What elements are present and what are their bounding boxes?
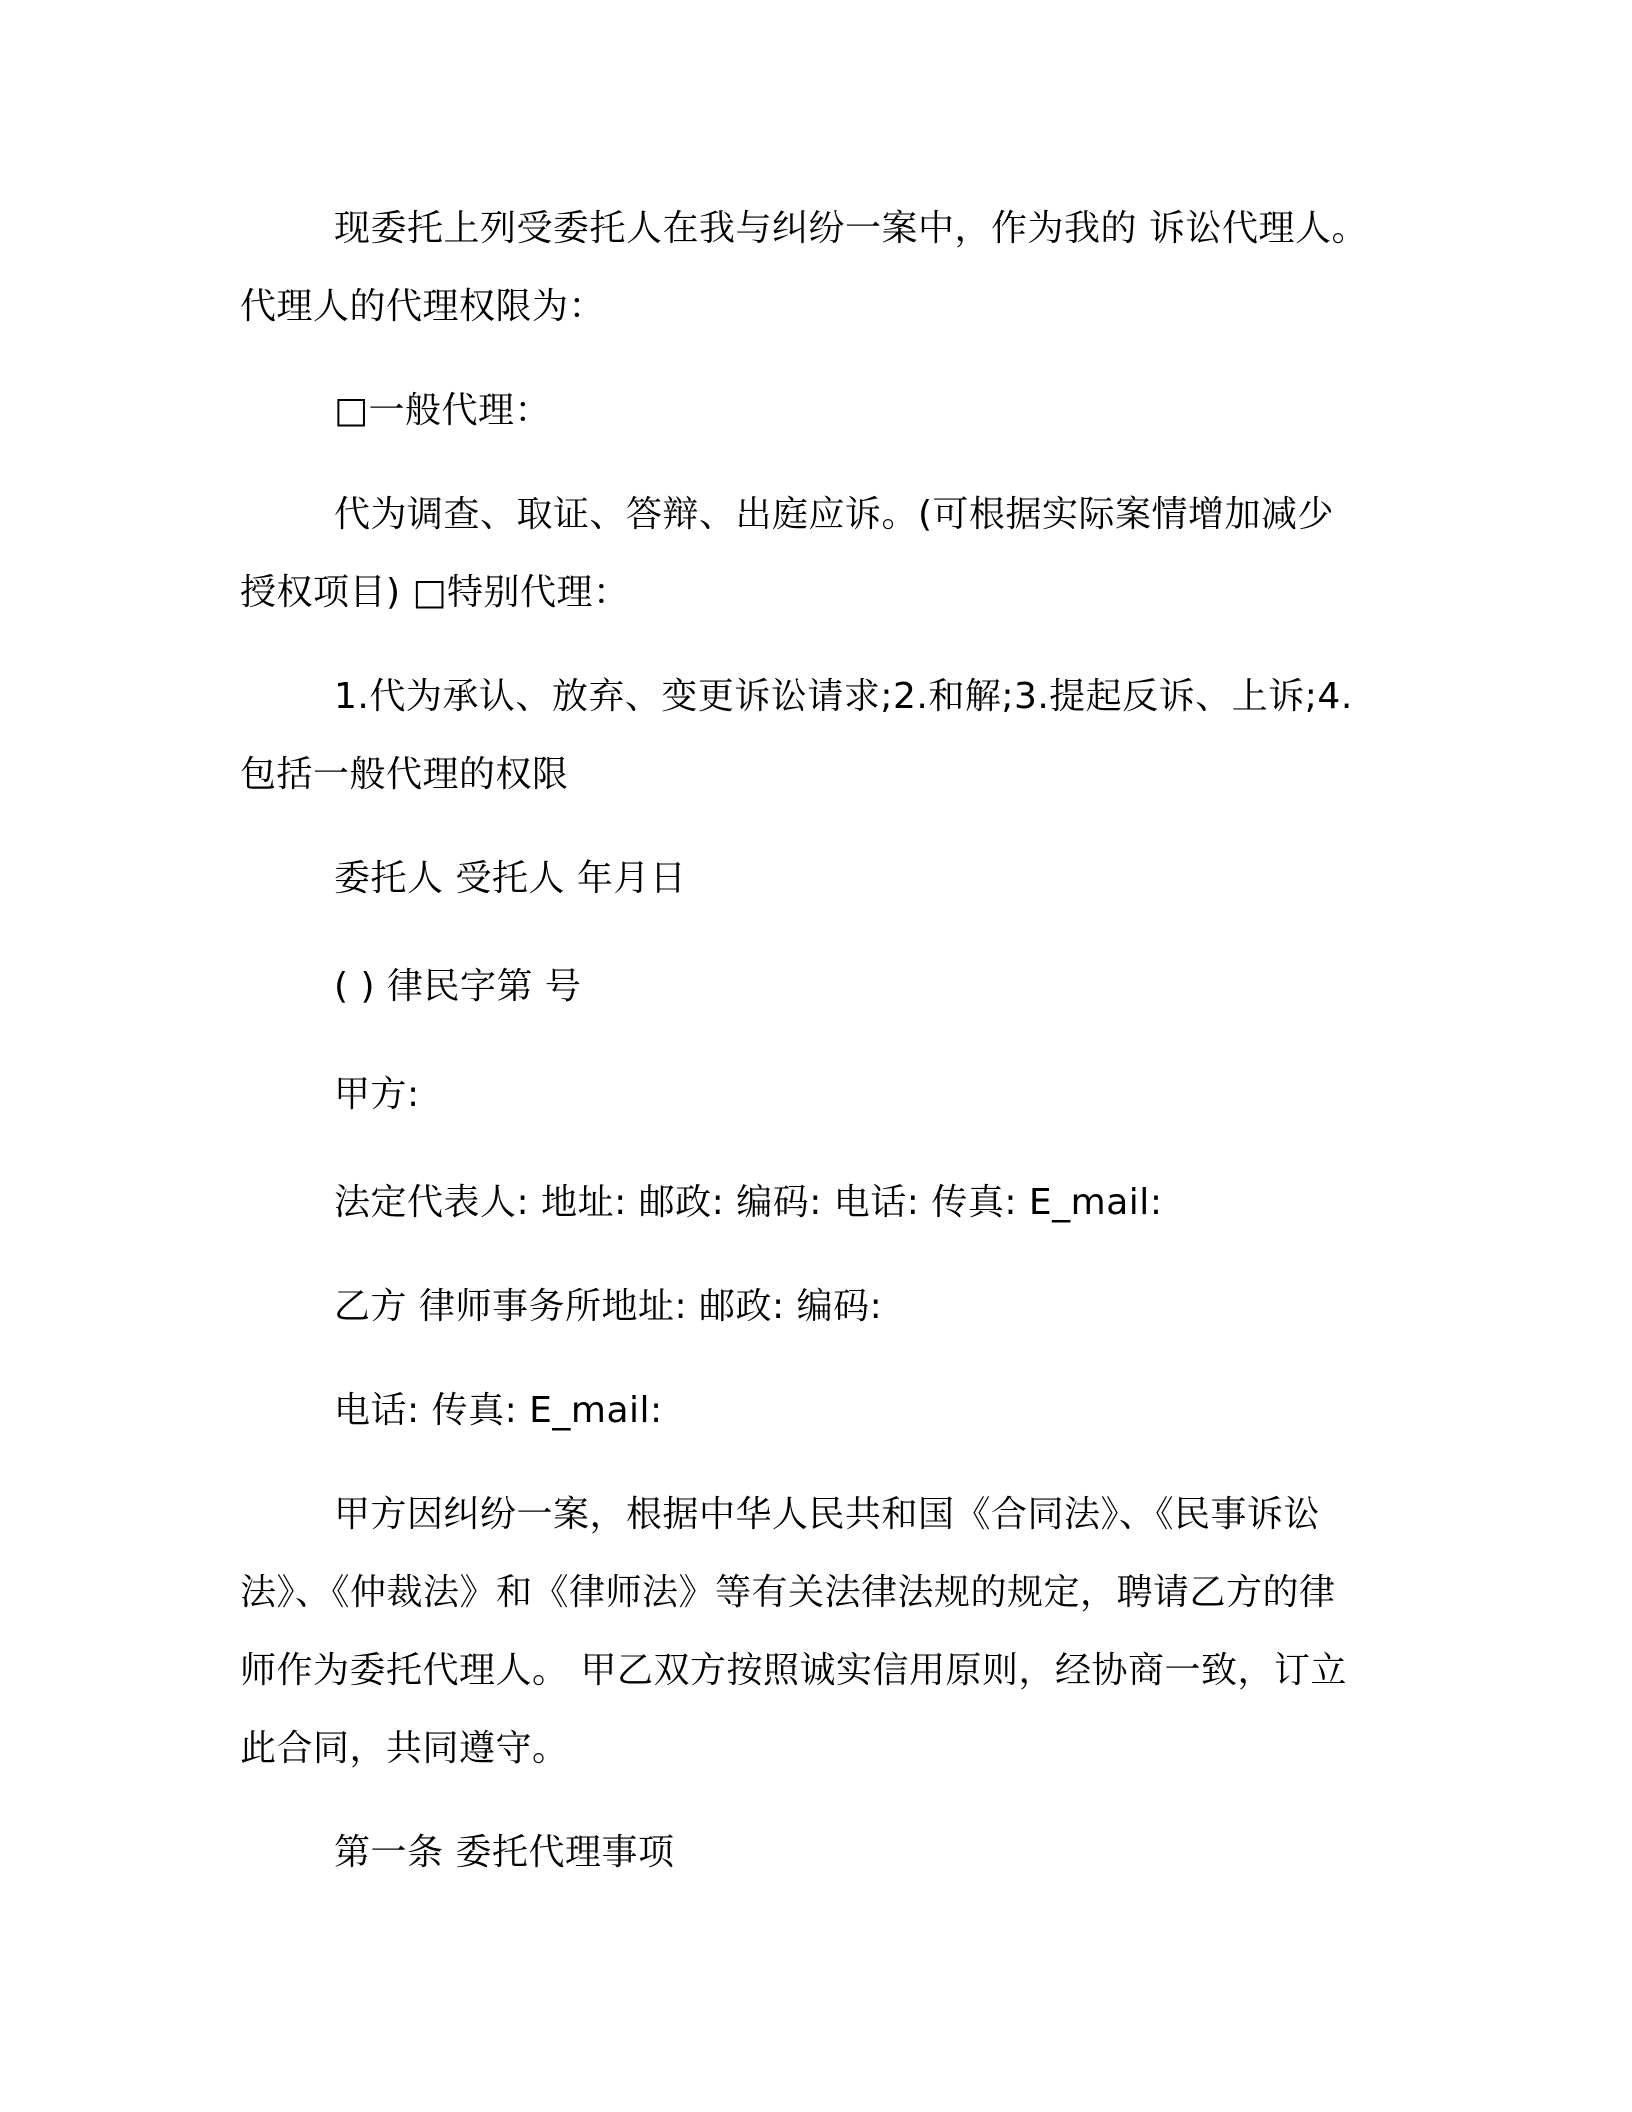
paragraph-party-a: 甲方: [334, 1074, 420, 1115]
paragraph-party-a-details: 法定代表人: 地址: 邮政: 编码: 电话: 传真: E_mail: [334, 1182, 1163, 1223]
paragraph-authorization-intro: 现委托上列受委托人在我与纠纷一案中，作为我的 诉讼代理人。代理人的代理权限为： [240, 208, 1368, 327]
document-body [240, 190, 1370, 1892]
heading-article-one: 第一条 委托代理事项 [334, 1832, 675, 1873]
paragraph-general-agency-scope: 代为调查、取证、答辩、出庭应诉。(可根据实际案情增加减少授权项目) □特别代理： [240, 494, 1335, 613]
paragraph-contract-preamble: 甲方因纠纷一案，根据中华人民共和国《合同法》、《民事诉讼法》、《仲裁法》和《律师法》等有关法律法规的规定，聘请乙方的律师作为委托代理人。 甲乙双方按照诚实信用原则，经协商一致，订立此合同，共同遵守。 [240, 1494, 1347, 1769]
paragraph-party-b: 乙方 律师事务所地址: 邮政: 编码: [334, 1286, 883, 1327]
paragraph-special-agency-scope: 1.代为承认、放弃、变更诉讼请求;2.和解;3.提起反诉、上诉;4.包括一般代理的权限 [240, 676, 1353, 795]
paragraph-contract-number: ( ) 律民字第 号 [334, 966, 582, 1007]
paragraph-party-b-contact: 电话: 传真: E_mail: [334, 1390, 663, 1431]
paragraph-general-agency: □一般代理： [334, 390, 552, 431]
paragraph-signatures: 委托人 受托人 年月日 [334, 858, 687, 899]
